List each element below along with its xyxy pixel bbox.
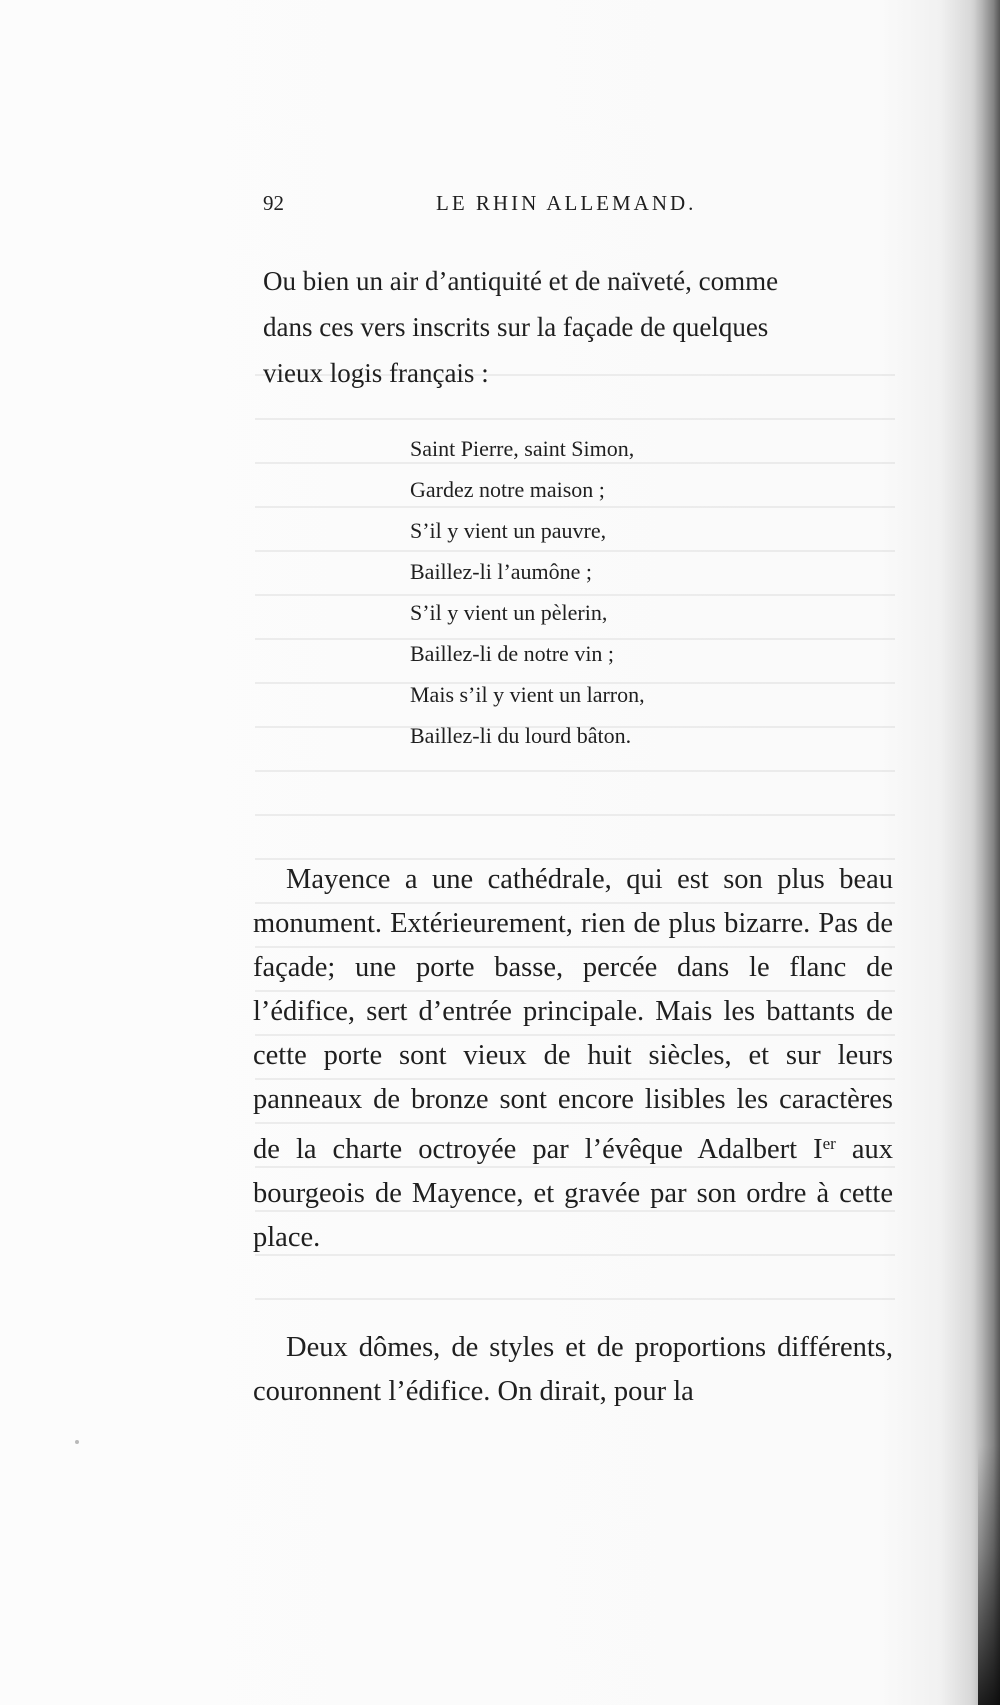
page-number: 92 bbox=[263, 191, 284, 215]
paragraph-text: Deux dômes, de styles et de proportions différents, couronnent l’édifice. On dirait, pour la bbox=[253, 1332, 893, 1407]
poem-line: Gardez notre maison ; bbox=[410, 477, 605, 502]
paragraph-text: aux bourgeois de Mayence, et gravée par son ordre à cette place. bbox=[253, 1134, 894, 1253]
intro-line: vieux logis français : bbox=[263, 358, 489, 388]
paragraph-domes bbox=[253, 1326, 893, 1414]
paragraph-cathedral bbox=[253, 858, 893, 1260]
paragraph-text: Mayence a une cathédrale, qui est son plus beau monument. Extérieurement, rien de plus bizarre. Pas de façade; une porte basse, percée dans le flanc de l’édifice, sert d’entrée principale. Mais les battants de cette porte sont vieux de huit siècles, et sur leurs panneaux de bronze sont encore lisibles les caractères de la charte octroyée par l’évêque Adalbert I bbox=[253, 864, 893, 1165]
running-head bbox=[263, 191, 721, 223]
poem-line: Baillez-li l’aumône ; bbox=[410, 559, 593, 584]
ordinal-superscript: er bbox=[822, 1134, 836, 1153]
poem-line: S’il y vient un pèlerin, bbox=[410, 600, 608, 625]
poem-line: Baillez-li du lourd bâton. bbox=[410, 723, 632, 748]
scan-speck bbox=[75, 1440, 79, 1444]
binding-shadow bbox=[978, 1445, 1000, 1705]
intro-text bbox=[263, 258, 893, 396]
poem-line: S’il y vient un pauvre, bbox=[410, 518, 607, 543]
running-title: LE RHIN ALLEMAND. bbox=[436, 191, 697, 215]
poem-line: Baillez-li de notre vin ; bbox=[410, 641, 615, 666]
poem-line: Mais s’il y vient un larron, bbox=[410, 682, 645, 707]
poem-quotation bbox=[410, 428, 740, 756]
poem-line: Saint Pierre, saint Simon, bbox=[410, 436, 635, 461]
intro-line: dans ces vers inscrits sur la façade de quelques bbox=[263, 312, 769, 342]
intro-line: Ou bien un air d’antiquité et de naïveté, comme bbox=[263, 266, 779, 296]
